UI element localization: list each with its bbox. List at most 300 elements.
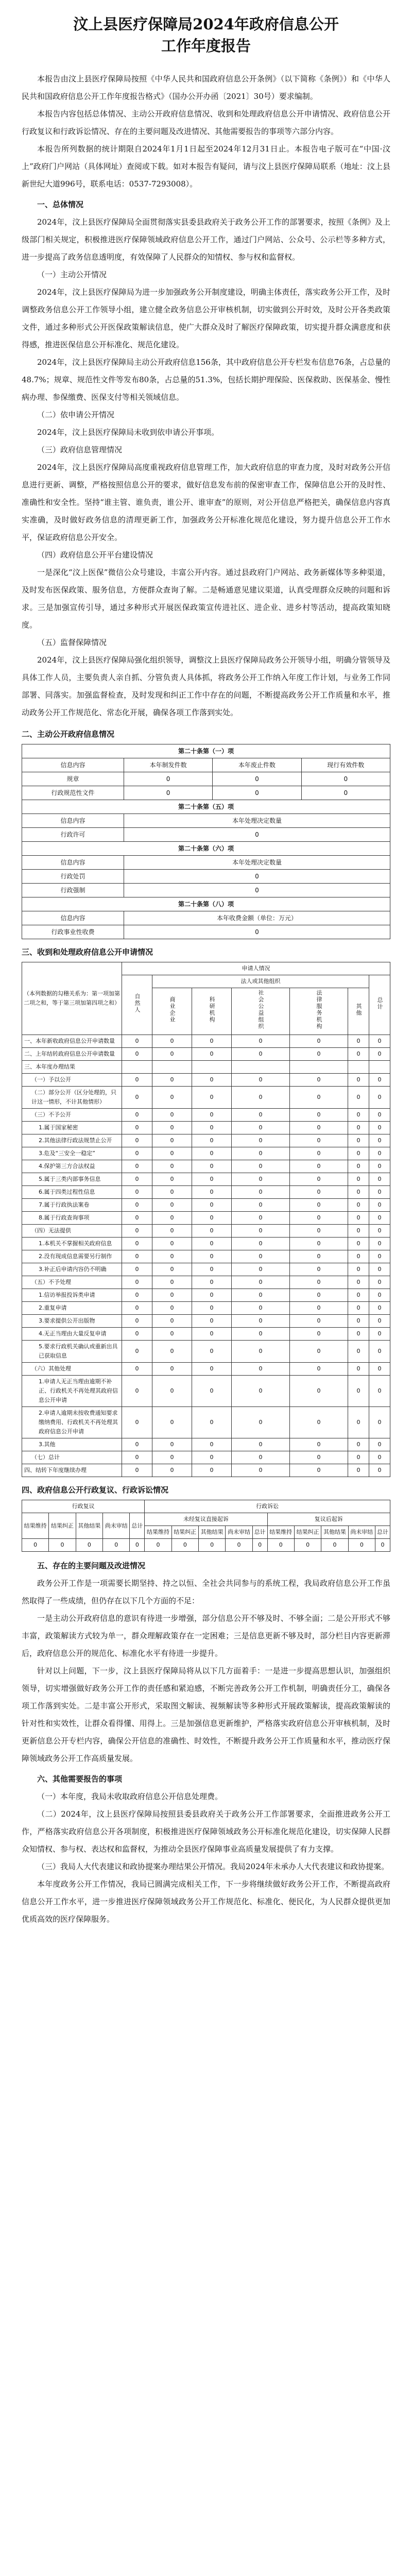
table-cell: 0 [192, 1341, 232, 1363]
table-cell: 0 [369, 1407, 390, 1438]
table-header: 法人或其他组织 [152, 975, 369, 988]
table-cell: 0 [192, 1407, 232, 1438]
table-row [22, 1061, 390, 1074]
paragraph: 政务公开工作是一项需要长期坚持、持之以恒、全社会共同参与的系统工程，我局政府信息公开工作虽然取得了一些成绩，但仍存在以下几个方面的不足： [22, 1579, 390, 1605]
row-label: 2.申请人逾期未按收费通知要求缴纳费用、行政机关不再处理其政府信息公开申请 [22, 1407, 122, 1438]
table-cell: 0 [290, 1363, 348, 1376]
table-cell: 0 [192, 1225, 232, 1238]
table-cell: 0 [321, 1539, 348, 1552]
table-cell: 0 [122, 1276, 152, 1289]
row-label: 3.要求提供公开出版物 [22, 1315, 122, 1328]
table-cell: 0 [226, 1539, 252, 1552]
table-cell: 0 [369, 1087, 390, 1109]
table-cell: 0 [152, 1315, 192, 1328]
table-cell: 0 [152, 1451, 192, 1464]
table-header: 其他结果 [321, 1526, 348, 1539]
table-cell: 0 [124, 925, 390, 939]
table-header: 第二十条第（六）项 [22, 842, 390, 856]
table-cell: 0 [122, 1464, 152, 1477]
table-cell: 0 [232, 1225, 290, 1238]
table-cell: 0 [290, 1302, 348, 1315]
table-cell: 0 [232, 1341, 290, 1363]
table-cell: 0 [152, 1263, 192, 1276]
table-cell: 0 [290, 1122, 348, 1134]
table-header: 现行有效件数 [301, 758, 390, 772]
subsection-title: （三）政府信息管理情况 [37, 445, 123, 454]
table-cell: 0 [369, 1160, 390, 1173]
table-cell: 0 [192, 1250, 232, 1263]
table-cell: 0 [290, 1035, 348, 1048]
table-row [22, 1407, 390, 1438]
table-row [22, 1035, 390, 1048]
table-row [22, 1109, 390, 1122]
table-cell: 0 [122, 1087, 152, 1109]
table-header: 本年制发件数 [124, 758, 212, 772]
section-4-title: 四、政府信息公开行政复议、行政诉讼情况 [22, 1485, 169, 1495]
paragraph: 2024年，汶上县医疗保障局未收到依申请公开事项。 [37, 428, 219, 437]
table-cell: 0 [369, 1212, 390, 1225]
sub-col-label: 法律服务机构 [316, 990, 322, 1030]
table-cell: 0 [369, 1147, 390, 1160]
table-cell: 0 [192, 1451, 232, 1464]
table-cell: 0 [122, 1289, 152, 1302]
row-label: （六）其他处理 [22, 1363, 122, 1376]
table-cell: 0 [290, 1341, 348, 1363]
table-row [22, 1250, 390, 1263]
intro-paragraph: 本报告由汶上县医疗保障局按照《中华人民共和国政府信息公开条例》（以下简称《条例》）和《中华人民共和国政府信息公开工作年度报告格式》（国办公开办函〔2021〕30号）要求编制。 [22, 74, 390, 101]
table-cell: 0 [192, 1147, 232, 1160]
table-cell: 0 [192, 1438, 232, 1451]
table-cell: 0 [348, 1363, 369, 1376]
table-cell: 0 [122, 1134, 152, 1147]
table-header [122, 975, 152, 1035]
table-header: 结果纠正 [171, 1526, 198, 1539]
row-label: 4.保护第三方合法权益 [22, 1160, 122, 1173]
table-header: 结果纠正 [49, 1513, 76, 1539]
table-cell: 0 [213, 786, 301, 800]
table-header: 信息内容 [22, 856, 124, 870]
table-cell: 0 [348, 1276, 369, 1289]
table-cell: 0 [348, 1238, 369, 1250]
table-cell: 0 [192, 1173, 232, 1186]
table-header: 信息内容 [22, 758, 124, 772]
intro-paragraph: 本报告所列数据的统计期限自2024年1月1日起至2024年12月31日止。本报告电子版可在“中国·汶上”政府门户网站（具体网址）查阅或下载。如对本报告有疑问，请与汶上县医疗保障局联系（地址：汶上县新世纪大道996号，联系电话：0537-7293008）。 [22, 144, 390, 189]
row-label: 2.没有现成信息需要另行制作 [22, 1250, 122, 1263]
table-header: 结果维持 [145, 1526, 171, 1539]
table-row [22, 925, 390, 939]
table-cell: 0 [152, 1134, 192, 1147]
table-cell: 0 [290, 1173, 348, 1186]
table-cell: 0 [290, 1438, 348, 1451]
table-header: 信息内容 [22, 911, 124, 925]
table-cell: 0 [145, 1539, 171, 1552]
table-cell: 0 [122, 1147, 152, 1160]
table-row [22, 1276, 390, 1289]
table-cell: 0 [49, 1539, 76, 1552]
table-cell: 0 [294, 1539, 321, 1552]
table-cell: 0 [348, 1225, 369, 1238]
table-cell: 0 [122, 1074, 152, 1087]
table-cell: 0 [348, 1035, 369, 1048]
table-cell: 0 [192, 1238, 232, 1250]
table-cell: 0 [348, 1087, 369, 1109]
table-cell: 0 [122, 1250, 152, 1263]
table-cell: 0 [369, 1263, 390, 1276]
table-row [22, 1173, 390, 1186]
row-label: （二）部分公开（区分处理的，只计这一情形，不计其他情形） [22, 1087, 122, 1109]
table-row [22, 1451, 390, 1464]
table-cell: 0 [192, 1160, 232, 1173]
natural-person-label: 自然人 [134, 993, 141, 1013]
table-cell: 0 [192, 1109, 232, 1122]
table-cell: 0 [290, 1451, 348, 1464]
row-label: 4.无正当理由大量反复申请 [22, 1328, 122, 1341]
table-cell: 0 [232, 1250, 290, 1263]
table-cell: 0 [192, 1302, 232, 1315]
table-cell: 0 [369, 1225, 390, 1238]
table-cell: 0 [348, 1109, 369, 1122]
proactive-disclosure-table [22, 744, 390, 939]
row-label: 1.申请人无正当理由逾期不补正、行政机关不再处理其政府信息公开申请 [22, 1376, 122, 1407]
table-header [152, 988, 192, 1035]
table-cell: 0 [232, 1238, 290, 1250]
table-cell: 0 [152, 1376, 192, 1407]
row-label: 8.属于行政查询事项 [22, 1212, 122, 1225]
table-cell: 规章 [22, 772, 124, 786]
table-cell: 0 [290, 1186, 348, 1199]
table-cell: 0 [290, 1225, 348, 1238]
sub-col-label: 科研机构 [209, 996, 215, 1023]
table-cell: 0 [232, 1438, 290, 1451]
table-cell: 0 [122, 1376, 152, 1407]
table-row [22, 828, 390, 842]
table-cell: 0 [22, 1539, 49, 1552]
table-cell: 0 [348, 1173, 369, 1186]
table-row [22, 884, 390, 897]
table-cell: 0 [369, 1109, 390, 1122]
table-cell: 0 [290, 1048, 348, 1061]
table-cell: 0 [124, 786, 212, 800]
section-6-title: 六、其他需要报告的事项 [37, 1774, 123, 1784]
table-cell: 0 [122, 1225, 152, 1238]
row-label: 3.危及“三安全一稳定” [22, 1147, 122, 1160]
table-header: 结果纠正 [294, 1526, 321, 1539]
section-5-title: 五、存在的主要问题及改进情况 [37, 1561, 146, 1570]
table-cell: 0 [232, 1328, 290, 1341]
table-row [22, 1289, 390, 1302]
table-cell: 0 [122, 1438, 152, 1451]
table-cell: 0 [122, 1315, 152, 1328]
table-cell: 0 [348, 1328, 369, 1341]
table-cell: 0 [122, 1451, 152, 1464]
paragraph: 一是深化“汶上医保”微信公众号建设，丰富公开内容。通过县政府门户网站、政务新媒体等多种渠道，及时发布医保政策、服务信息，方便群众查询了解。二是畅通意见建议渠道，认真受理群众反映的问题和诉求。三是加强宣传引导，通过多种形式开展医保政策宣传进社区、进企业、进乡村等活动，提高政策知晓度。 [22, 568, 390, 630]
table-cell: 0 [152, 1302, 192, 1315]
table-cell: 0 [232, 1315, 290, 1328]
table-header [192, 988, 232, 1035]
row-label: 四、结转下年度继续办理 [22, 1464, 122, 1477]
table-cell: 0 [232, 1048, 290, 1061]
table-cell: 0 [152, 1250, 192, 1263]
table-header: 未经复议直接起诉 [145, 1513, 267, 1526]
table-cell: 0 [290, 1263, 348, 1276]
subsection-title: （五）监督保障情况 [37, 638, 107, 647]
table-cell: 行政事业性收费 [22, 925, 124, 939]
table-cell: 0 [369, 1048, 390, 1061]
table-cell: 0 [232, 1276, 290, 1289]
table-cell: 0 [232, 1134, 290, 1147]
table-cell: 0 [290, 1276, 348, 1289]
subsection-title: （四）政府信息公开平台建设情况 [37, 550, 153, 560]
table-cell: 行政规范性文件 [22, 786, 124, 800]
table-cell: 0 [152, 1122, 192, 1134]
row-label: （一）予以公开 [22, 1074, 122, 1087]
table-header [290, 988, 348, 1035]
table-cell: 0 [122, 1173, 152, 1186]
table-cell: 0 [290, 1328, 348, 1341]
table-cell: 0 [232, 1407, 290, 1438]
table-cell: 0 [152, 1048, 192, 1061]
table-header: 尚未审结 [226, 1526, 252, 1539]
table-cell: 0 [122, 1160, 152, 1173]
table-row [22, 1147, 390, 1160]
table-cell: 0 [348, 1302, 369, 1315]
table-row [22, 870, 390, 884]
table-cell: 0 [122, 1238, 152, 1250]
title-line-1: 汶上县医疗保障局2024年政府信息公开 [73, 15, 339, 33]
table-cell: 0 [199, 1539, 226, 1552]
table-cell: 0 [152, 1341, 192, 1363]
table-cell: 0 [348, 1315, 369, 1328]
table-cell: 0 [232, 1035, 290, 1048]
subsection-title: （一）主动公开情况 [37, 270, 107, 279]
table-row [22, 1328, 390, 1341]
table-cell: 0 [232, 1289, 290, 1302]
table-cell: 0 [369, 1315, 390, 1328]
table-header: 第二十条第（一）项 [22, 744, 390, 758]
table-header: 总计 [130, 1513, 145, 1539]
table-cell: 0 [348, 1147, 369, 1160]
table-row [22, 1464, 390, 1477]
table-row [22, 1122, 390, 1134]
table-cell: 0 [348, 1407, 369, 1438]
table-cell: 0 [369, 1199, 390, 1212]
table-cell: 0 [348, 1122, 369, 1134]
row-label: 5.属于三类内部事务信息 [22, 1173, 122, 1186]
table-cell: 0 [369, 1276, 390, 1289]
table-row [22, 1315, 390, 1328]
table-cell: 0 [369, 1134, 390, 1147]
table-row [22, 1074, 390, 1087]
table-cell: 0 [192, 1087, 232, 1109]
table-row [22, 1363, 390, 1376]
table-cell: 0 [152, 1328, 192, 1341]
table-cell: 0 [76, 1539, 102, 1552]
table-cell: 0 [152, 1212, 192, 1225]
table-cell: 0 [348, 1438, 369, 1451]
table-cell: 0 [122, 1186, 152, 1199]
table-header: 尚未审结 [348, 1526, 375, 1539]
table-cell: 0 [348, 1212, 369, 1225]
table-cell: 0 [232, 1147, 290, 1160]
table-cell: 0 [369, 1035, 390, 1048]
table-cell: 0 [152, 1087, 192, 1109]
table-cell: 行政处罚 [22, 870, 124, 884]
table-cell: 0 [122, 1407, 152, 1438]
table-cell: 0 [232, 1376, 290, 1407]
table-cell: 0 [122, 1341, 152, 1363]
table-corner-note: （本列数据的勾稽关系为：第一项加第二项之和，等于第三项加第四项之和） [22, 962, 122, 1035]
table-cell: 0 [152, 1363, 192, 1376]
paragraph: （一）本年度，我局未收取政府信息公开信息处理费。 [37, 1792, 223, 1801]
row-label: （三）不予公开 [22, 1109, 122, 1122]
table-cell: 0 [122, 1035, 152, 1048]
section-2-title: 二、主动公开政府信息情况 [22, 730, 115, 739]
row-label: 2.重复申请 [22, 1302, 122, 1315]
table-cell: 0 [152, 1173, 192, 1186]
table-cell: 0 [124, 772, 212, 786]
title-line-2: 工作年度报告 [161, 37, 251, 55]
paragraph: （二）2024年，汶上县医疗保障局按照县委县政府关于政务公开工作部署要求，全面推进政务公开工作，严格落实政府信息公开各项制度，积极推进医疗保障领域政务公开标准化规范化建设，切实保障人民群众知情权、参与权、表达权和监督权，为推动全县医疗保障事业高质量发展提供了有力支撑。 [22, 1809, 390, 1854]
table-cell: 0 [369, 1438, 390, 1451]
table-header: 复议后起诉 [267, 1513, 390, 1526]
table-cell: 0 [369, 1341, 390, 1363]
row-label: 3.补正后申请内容仍不明确 [22, 1263, 122, 1276]
table-cell: 0 [232, 1122, 290, 1134]
table-header [232, 988, 290, 1035]
table-cell: 0 [192, 1134, 232, 1147]
table-cell: 0 [369, 1328, 390, 1341]
table-cell: 0 [375, 1539, 390, 1552]
paragraph: 一是主动公开政府信息的意识有待进一步增强，部分信息公开不够及时、不够全面；二是公开形式不够丰富，政策解读方式较为单一，群众理解政策存在一定困难；三是信息更新不够及时，部分栏目内容更新滞后，政府信息公开的规范化、标准化水平有待进一步提升。 [22, 1614, 390, 1658]
table-cell: 0 [369, 1122, 390, 1134]
row-label: 5.要求行政机关确认或重新出具已获取信息 [22, 1341, 122, 1363]
table-cell: 0 [124, 870, 390, 884]
table-cell: 行政强制 [22, 884, 124, 897]
table-cell: 0 [348, 1464, 369, 1477]
table-cell: 0 [192, 1074, 232, 1087]
table-cell: 0 [232, 1199, 290, 1212]
table-row [22, 772, 390, 786]
table-cell: 0 [290, 1289, 348, 1302]
table-cell [232, 1061, 290, 1074]
table-header: 总计 [375, 1526, 390, 1539]
table-cell: 0 [152, 1289, 192, 1302]
application-handling-table [22, 962, 390, 1477]
table-header: 行政复议 [22, 1500, 145, 1513]
table-cell: 0 [290, 1250, 348, 1263]
table-cell: 0 [369, 1464, 390, 1477]
table-row [22, 786, 390, 800]
table-cell: 0 [122, 1263, 152, 1276]
table-row [22, 1199, 390, 1212]
table-cell [290, 1061, 348, 1074]
table-row [22, 1087, 390, 1109]
section-1-title: 一、总体情况 [37, 200, 84, 209]
table-cell: 0 [213, 772, 301, 786]
table-cell: 0 [232, 1451, 290, 1464]
table-cell: 0 [290, 1160, 348, 1173]
row-label: 三、本年度办理结果 [22, 1061, 122, 1074]
table-cell: 0 [348, 1289, 369, 1302]
table-row [22, 1134, 390, 1147]
table-cell: 0 [290, 1087, 348, 1109]
table-cell: 0 [152, 1035, 192, 1048]
row-label: 3.其他 [22, 1438, 122, 1451]
table-cell: 0 [290, 1376, 348, 1407]
paragraph: 2024年，汶上县医疗保障局高度重视政府信息管理工作，加大政府信息的审查力度，及时对政务公开信息进行更新、调整，严格按照信息公开的要求，做好信息发布前的保密审查工作，保障信息公开的及时性、准确性和安全性。坚持“谁主管、谁负责，谁公开、谁审查”的原则，对公开信息严格把关，确保信息内容真实准确，及时做好政务信息的清理更新工作，加强政务公开标准化规范化建设，努力提升信息公开工作水平，保证政府信息公开安全。 [22, 463, 390, 542]
table-cell: 0 [152, 1160, 192, 1173]
table-header: 本年废止件数 [213, 758, 301, 772]
table-cell: 0 [290, 1109, 348, 1122]
table-cell [152, 1061, 192, 1074]
table-header: 尚未审结 [103, 1513, 130, 1539]
table-row [22, 1186, 390, 1199]
table-cell [369, 1061, 390, 1074]
table-cell: 0 [192, 1276, 232, 1289]
table-cell: 0 [152, 1109, 192, 1122]
table-row [22, 1438, 390, 1451]
row-label: 二、上年结转政府信息公开申请数量 [22, 1048, 122, 1061]
table-cell: 0 [122, 1363, 152, 1376]
table-cell: 0 [232, 1263, 290, 1276]
table-cell: 0 [369, 1074, 390, 1087]
paragraph: 针对以上问题，下一步，汶上县医疗保障局将从以下几方面着手：一是进一步提高思想认识，加强组织领导，切实增强做好政务公开工作的责任感和紧迫感，不断完善政务公开工作机制，明确责任分工，确保各项工作落到实处。二是丰富公开形式，采取图文解读、视频解读等多种形式开展政策解读，提高政策解读的针对性和实效性，让群众看得懂、用得上。三是加强信息更新维护，严格落实政府信息公开审核机制，及时更新信息公开专栏内容，确保公开信息的准确性、时效性，不断提升政务公开工作质量和水平，推动医疗保障领域政务公开工作高质量发展。 [22, 1666, 390, 1763]
table-cell: 0 [290, 1315, 348, 1328]
table-cell: 0 [192, 1289, 232, 1302]
table-cell: 0 [348, 1376, 369, 1407]
table-cell: 0 [232, 1212, 290, 1225]
table-row [22, 1341, 390, 1363]
table-row [22, 1225, 390, 1238]
table-cell: 0 [290, 1134, 348, 1147]
table-row [22, 1376, 390, 1407]
table-cell: 0 [152, 1438, 192, 1451]
report-title [22, 13, 390, 57]
table-cell: 0 [232, 1074, 290, 1087]
table-cell: 0 [252, 1539, 267, 1552]
table-cell: 0 [369, 1363, 390, 1376]
table-cell: 0 [192, 1315, 232, 1328]
table-cell: 0 [192, 1464, 232, 1477]
table-cell: 0 [152, 1074, 192, 1087]
table-cell: 0 [348, 1451, 369, 1464]
table-header: 第二十条第（八）项 [22, 897, 390, 911]
table-cell: 0 [152, 1225, 192, 1238]
table-cell: 0 [369, 1289, 390, 1302]
sub-col-label: 商业企业 [169, 996, 176, 1023]
row-label: （七）总计 [22, 1451, 122, 1464]
paragraph: 2024年，汶上县医疗保障局强化组织领导，调整汶上县医疗保障局政务公开领导小组，明确分管领导及具体工作人员，主要负责人亲自抓、分管负责人具体抓，将政务公开工作纳入年度工作计划，与业务工作同部署、同落实。加强监督检查，及时发现和纠正工作中存在的问题，不断提高政务公开工作质量和水平，推动政务公开工作规范化、常态化开展，确保各项工作落到实处。 [22, 655, 390, 717]
row-label: （四）无法提供 [22, 1225, 122, 1238]
table-cell: 0 [152, 1407, 192, 1438]
table-header: 本年处理决定数量 [124, 856, 390, 870]
table-cell: 0 [232, 1173, 290, 1186]
table-cell [192, 1061, 232, 1074]
row-label: 2.其他法律行政法规禁止公开 [22, 1134, 122, 1147]
table-cell: 0 [192, 1122, 232, 1134]
table-cell: 0 [152, 1464, 192, 1477]
table-header: 申请人情况 [122, 962, 390, 975]
table-cell: 0 [369, 1173, 390, 1186]
row-label: 一、本年新收政府信息公开申请数量 [22, 1035, 122, 1048]
table-cell: 0 [192, 1212, 232, 1225]
row-label: 1.本机关不掌握相关政府信息 [22, 1238, 122, 1250]
table-header: 其他结果 [199, 1526, 226, 1539]
table-header: 第二十条第（五）项 [22, 800, 390, 814]
table-header: 本年处理决定数量 [124, 814, 390, 828]
row-label: 1.属于国家秘密 [22, 1122, 122, 1134]
table-row [22, 1212, 390, 1225]
